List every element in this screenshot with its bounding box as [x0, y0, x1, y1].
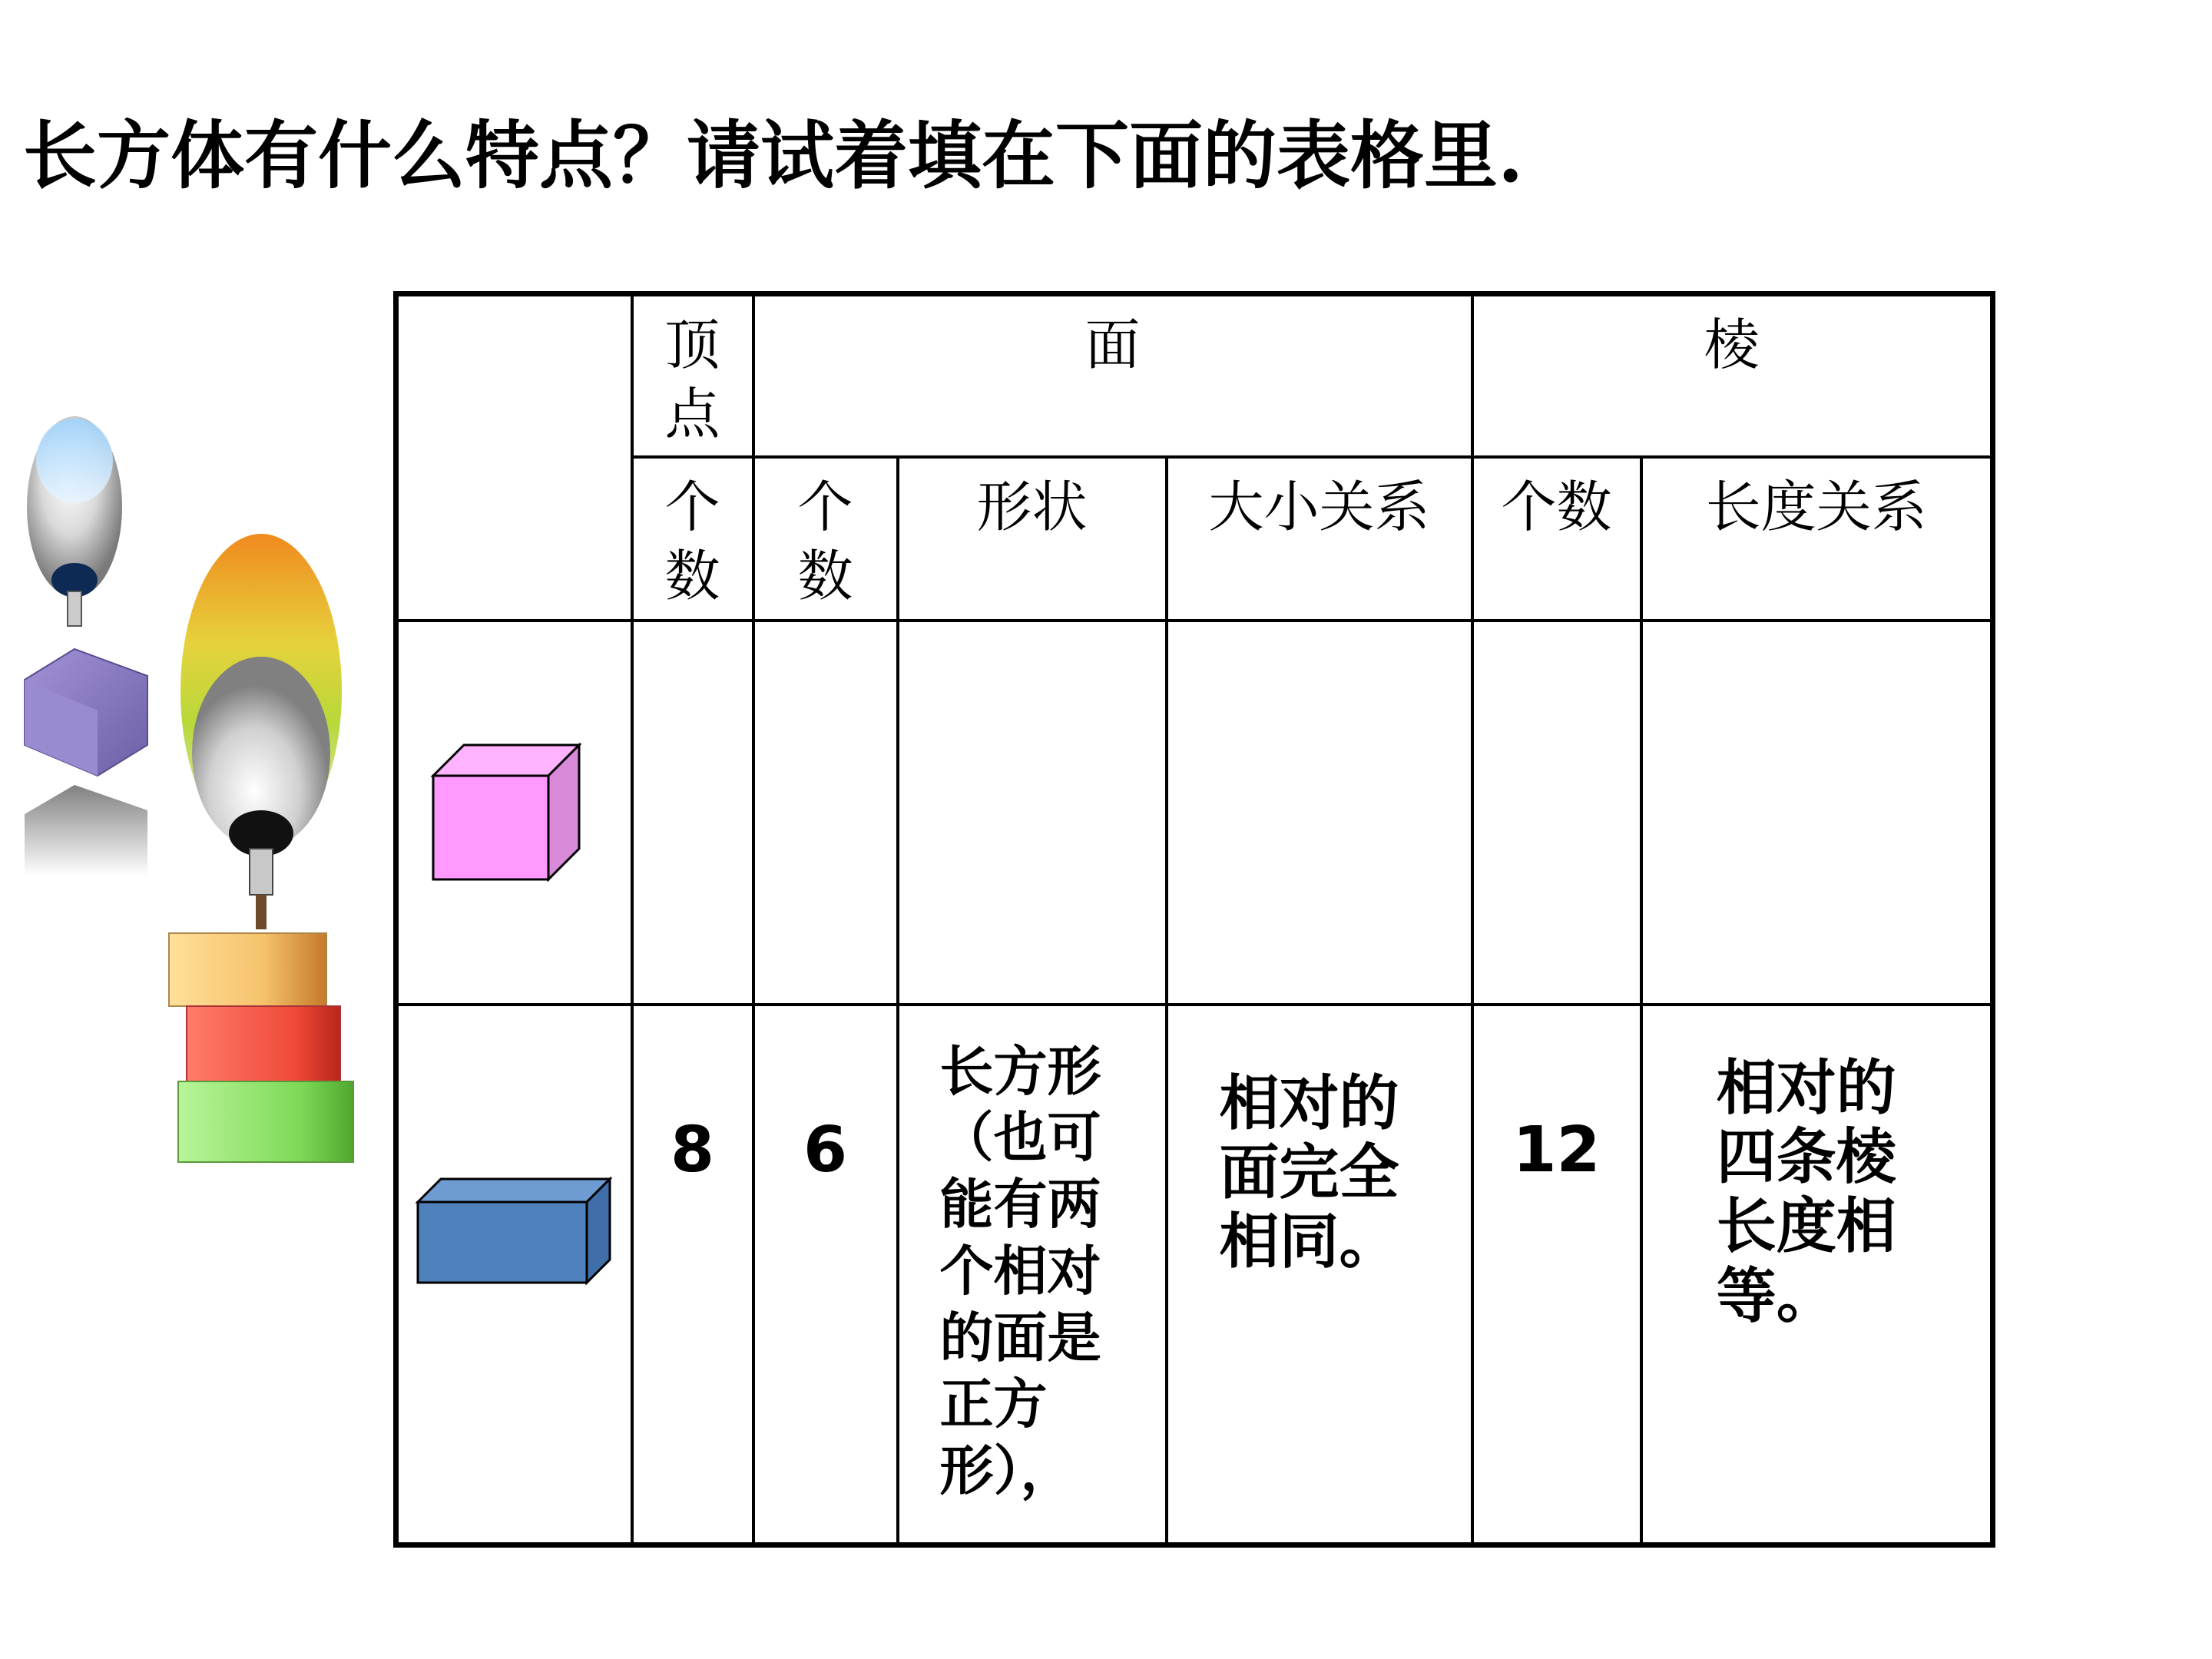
subheader-face-size-label: 大小关系: [1208, 474, 1430, 539]
cube-face-count[interactable]: [753, 621, 898, 1005]
subheader-edge-count: [1472, 457, 1641, 621]
stacked-blocks-icon: [165, 926, 365, 1167]
cube-vertex-count[interactable]: [632, 621, 753, 1005]
subheader-vertex-count: [632, 457, 753, 621]
table-row-cuboid: [396, 1005, 1993, 1545]
cuboid-face-size[interactable]: 相对的面完全相同。: [1167, 1005, 1472, 1545]
subheader-face-count: [753, 457, 898, 621]
subheader-face-shape: [898, 457, 1167, 621]
pink-cube-icon: [429, 733, 583, 887]
header-vertex-label: 顶点: [664, 313, 720, 446]
cube-edge-count[interactable]: [1472, 621, 1641, 1005]
cube-face-size[interactable]: [1167, 621, 1472, 1005]
hot-air-balloon-large-icon: [173, 530, 349, 937]
cuboid-face-shape[interactable]: 长方形（也可能有两个相对的面是正方形），: [898, 1005, 1167, 1545]
subheader-edge-length: [1641, 457, 1993, 621]
subheader-vertex-count-label: 个数: [664, 474, 720, 608]
cuboid-vertex-count[interactable]: 8: [632, 1005, 753, 1545]
subheader-edge-length-label: 长度关系: [1705, 474, 1927, 539]
subheader-face-size: [1167, 457, 1472, 621]
blue-cuboid-icon: [414, 1175, 614, 1290]
header-edge: [1472, 294, 1993, 457]
header-vertex: [632, 294, 753, 457]
cube-edge-length[interactable]: [1641, 621, 1993, 1005]
page-title: 长方体有什么特点？请试着填在下面的表格里.: [23, 112, 1524, 199]
shape-cell-cube: [396, 621, 632, 1005]
header-edge-label: 棱: [1704, 313, 1760, 377]
cuboid-edge-count[interactable]: 12: [1472, 1005, 1641, 1545]
characteristics-table: [393, 291, 1995, 1548]
header-face-label: 面: [1084, 313, 1141, 377]
cuboid-face-count[interactable]: 6: [753, 1005, 898, 1545]
header-face: [753, 294, 1472, 457]
corner-cell: [396, 294, 632, 621]
subheader-face-count-label: 个数: [797, 474, 853, 608]
shape-cell-cuboid: [396, 1005, 632, 1545]
subheader-edge-count-label: 个数: [1501, 474, 1612, 539]
cube-face-shape[interactable]: [898, 621, 1167, 1005]
cuboid-edge-length[interactable]: 相对的四条棱长度相等。: [1641, 1005, 1993, 1545]
hot-air-balloon-small-icon: [17, 415, 163, 876]
subheader-face-shape-label: 形状: [976, 474, 1088, 539]
table-row-cube: [396, 621, 1993, 1005]
